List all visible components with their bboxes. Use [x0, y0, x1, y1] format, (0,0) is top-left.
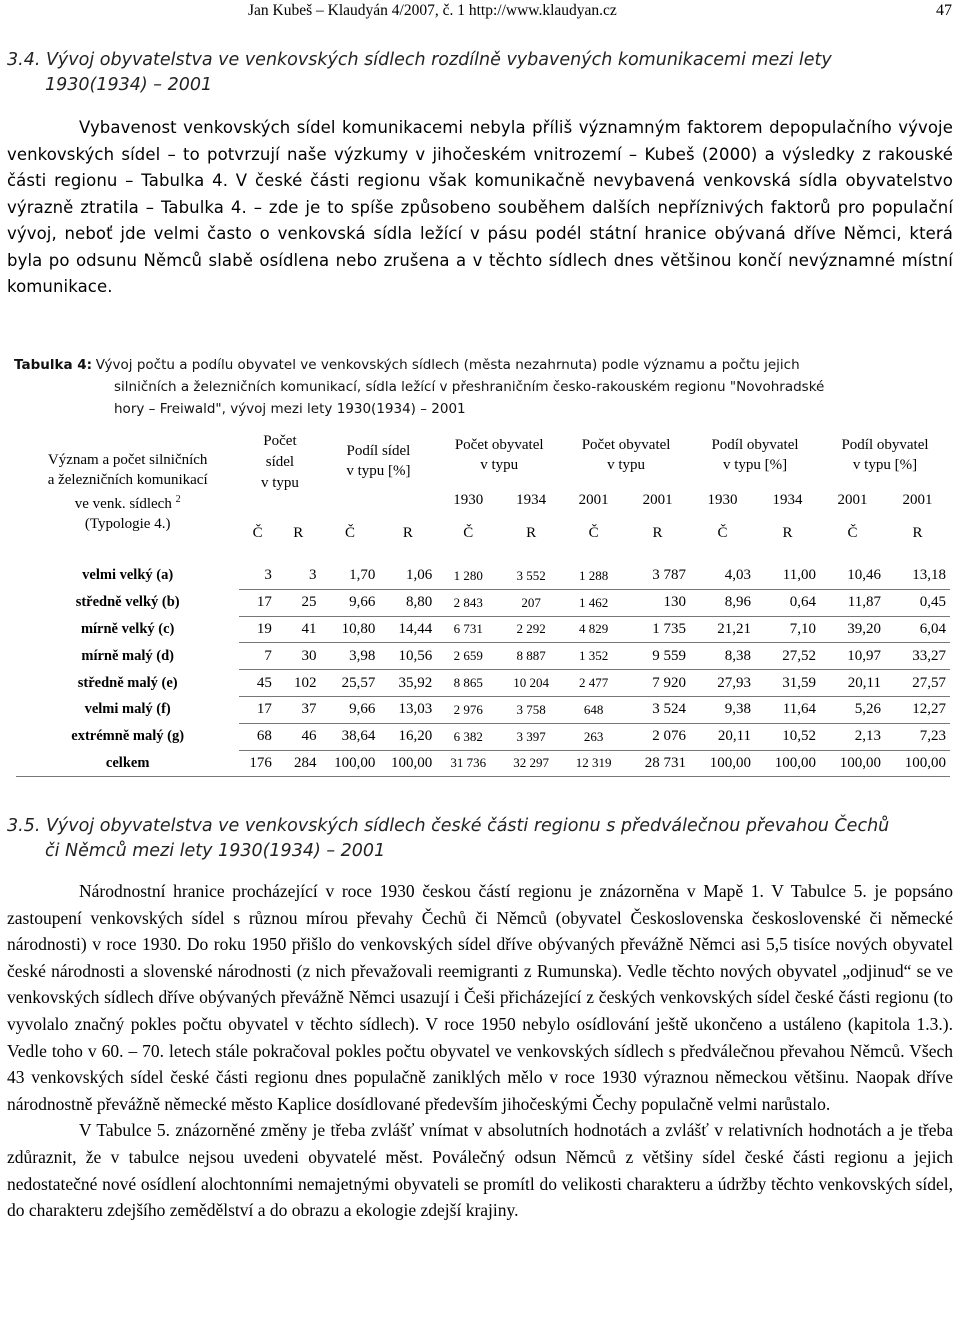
table-cell: 10,46	[820, 563, 885, 589]
table-cell: 3	[276, 563, 321, 589]
year-header: 1934	[516, 491, 547, 508]
table-cell: 1 288	[562, 563, 625, 589]
section-3-5-title	[7, 814, 952, 864]
year-header: 1930	[453, 491, 484, 508]
table-cell: 20,11	[820, 670, 885, 697]
header-pop-a-line1: Počet obyvatel	[454, 437, 544, 453]
header-spop-b-line2: v typu [%]	[852, 457, 918, 473]
table-cell: 68	[239, 723, 276, 750]
table-cell: 2 843	[436, 589, 500, 616]
header-spop-a-line2: v typu [%]	[722, 457, 788, 473]
table-cell: 35,92	[379, 670, 436, 697]
table-cell: 1 462	[562, 589, 625, 616]
table-cell: 6 382	[436, 723, 500, 750]
table-cell: 100,00	[885, 750, 950, 777]
header-spacer	[16, 551, 950, 563]
section-3-4-title-line2: 1930(1934) – 2001	[45, 75, 213, 95]
header-share-line1: Podíl sídel	[346, 443, 411, 459]
header-count-line2: sídel	[265, 454, 295, 470]
table-cell: 9 559	[625, 643, 690, 670]
year-header: 2001	[642, 491, 673, 508]
table-cell: 8,80	[379, 589, 436, 616]
table-cell: 100,00	[379, 750, 436, 777]
header-spop-a-line1: Podíl obyvatel	[711, 437, 799, 453]
table-cell: 0,64	[755, 589, 820, 616]
table-cell: 25,57	[321, 670, 380, 697]
table-cell: 2 477	[562, 670, 625, 697]
table-cell: 207	[500, 589, 562, 616]
table-row	[16, 643, 950, 670]
table-cell: 8,38	[690, 643, 755, 670]
country-header: R	[402, 524, 413, 541]
table-cell: 16,20	[379, 723, 436, 750]
table-cell: 12,27	[885, 696, 950, 723]
table-cell: 4 829	[562, 616, 625, 643]
table-cell: 10,97	[820, 643, 885, 670]
country-header: Č	[847, 524, 858, 541]
country-header: R	[526, 524, 537, 541]
table-cell: 176	[239, 750, 276, 777]
row-label: celkem	[16, 750, 239, 777]
table-cell: 7 920	[625, 670, 690, 697]
header-type-line4: (Typologie 4.)	[84, 516, 171, 532]
table-row	[16, 696, 950, 723]
table-cell: 3	[239, 563, 276, 589]
table-cell: 8 865	[436, 670, 500, 697]
country-header: R	[782, 524, 793, 541]
table-total-row	[16, 750, 950, 777]
header-count-line3: v typu	[260, 475, 299, 491]
table-cell: 2 292	[500, 616, 562, 643]
table-cell: 13,18	[885, 563, 950, 589]
table-cell: 3 524	[625, 696, 690, 723]
table-cell: 17	[239, 696, 276, 723]
year-header: 1934	[772, 491, 803, 508]
table-4-body	[16, 563, 950, 777]
table-cell: 25	[276, 589, 321, 616]
row-label: velmi velký (a)	[16, 563, 239, 589]
section-3-5-paragraph-1: Národnostní hranice procházející v roce 1930 českou částí regionu je znázorněna v Mapě 1. V Tabulce 5. je popsáno zastoupení venkovských sídel s různou mírou převahy Čechů či Němců (obyvatel Československa československé či německé národnosti) v roce 1930. Do roku 1950 přišlo do venkovských sídel dříve obývaných převážně Němci asi 5,5 tisíce nových obyvatel české národnosti a slovenské národnosti (z nich převažovali reemigranti z Rumunska). Vedle těchto nových obyvatel „odjinud“ se ve venkovských sídlech dříve obývaných převážně Němci usazují i Češi přicházející z českých venkovských sídel české části regionu (to vyvolalo značný pokles počtu obyvatel v těchto sídlech). V roce 1950 nebylo osídlování ještě ukončeno a ustáleno (kapitola 1.3.). Vedle toho v 60. – 70. letech stále pokračoval pokles počtu obyvatel ve venkovských sídlech s předválečnou převahou Němců. Všech 43 venkovských sídel české části regionu dnes populačně zaniklých mělo v roce 1930 výraznou německou většinu. Naopak dříve národnostně převážně německé město Kaplice dosídlované především jihočeskými Čechy populačně velmi narůstalo.	[7, 881, 953, 1114]
table-cell: 130	[625, 589, 690, 616]
header-type-footnote: 2	[175, 494, 181, 505]
table-cell: 11,64	[755, 696, 820, 723]
table-row	[16, 589, 950, 616]
table-cell: 30	[276, 643, 321, 670]
section-3-5-body	[7, 878, 953, 1224]
table-cell: 9,66	[321, 696, 380, 723]
table-cell: 12 319	[562, 750, 625, 777]
row-label: mírně malý (d)	[16, 643, 239, 670]
table-cell: 10,52	[755, 723, 820, 750]
country-header: Č	[463, 524, 474, 541]
table-cell: 31,59	[755, 670, 820, 697]
table-cell: 46	[276, 723, 321, 750]
table-cell: 102	[276, 670, 321, 697]
header-spop-b-line1: Podíl obyvatel	[841, 437, 929, 453]
header-type-line1: Význam a počet silničních	[47, 452, 208, 468]
column-header-pop-a	[436, 425, 562, 485]
table-row	[16, 616, 950, 643]
table-cell: 3 552	[500, 563, 562, 589]
table-cell: 13,03	[379, 696, 436, 723]
year-header: 2001	[902, 491, 933, 508]
table-cell: 100,00	[321, 750, 380, 777]
table-cell: 1 735	[625, 616, 690, 643]
table-cell: 263	[562, 723, 625, 750]
country-header: Č	[588, 524, 599, 541]
table-cell: 1 280	[436, 563, 500, 589]
table-cell: 3 397	[500, 723, 562, 750]
row-label: mírně velký (c)	[16, 616, 239, 643]
table-cell: 3 787	[625, 563, 690, 589]
column-header-pop-b	[562, 425, 690, 485]
country-header: R	[912, 524, 923, 541]
table-cell: 284	[276, 750, 321, 777]
section-3-4-body	[7, 115, 953, 301]
row-label: středně velký (b)	[16, 589, 239, 616]
table-cell: 648	[562, 696, 625, 723]
table-cell: 27,52	[755, 643, 820, 670]
header-pop-a-line2: v typu	[480, 457, 519, 473]
table-cell: 41	[276, 616, 321, 643]
table-cell: 38,64	[321, 723, 380, 750]
column-header-share-pop-b	[820, 425, 950, 485]
country-header: Č	[717, 524, 728, 541]
table-cell: 6,04	[885, 616, 950, 643]
section-3-5-title-line1: 3.5. Vývoj obyvatelstva ve venkovských sídlech české části regionu s předválečnou převahou Čechů	[7, 816, 890, 836]
section-3-4-title	[7, 48, 952, 98]
table-cell: 19	[239, 616, 276, 643]
header-count-line1: Počet	[263, 433, 297, 449]
table-cell: 10,56	[379, 643, 436, 670]
table-row	[16, 723, 950, 750]
year-header: 2001	[837, 491, 868, 508]
table-cell: 7,23	[885, 723, 950, 750]
column-header-share-pop-a	[690, 425, 820, 485]
table-cell: 21,21	[690, 616, 755, 643]
header-type-line3: ve venk. sídlech	[74, 496, 172, 512]
header-share-line2: v typu [%]	[346, 463, 411, 479]
section-3-5-title-line2: či Němců mezi lety 1930(1934) – 2001	[45, 841, 386, 861]
column-header-share	[321, 425, 437, 515]
section-3-4-title-line1: 3.4. Vývoj obyvatelstva ve venkovských sídlech rozdílně vybavených komunikacemi mezi lety	[7, 50, 832, 70]
country-header: R	[652, 524, 663, 541]
table-cell: 33,27	[885, 643, 950, 670]
table-4	[16, 425, 950, 777]
table-cell: 10 204	[500, 670, 562, 697]
table-cell: 100,00	[755, 750, 820, 777]
table-cell: 14,44	[379, 616, 436, 643]
table-cell: 100,00	[820, 750, 885, 777]
header-type-line2: a železničních komunikací	[47, 472, 208, 488]
table-cell: 17	[239, 589, 276, 616]
table-cell: 100,00	[690, 750, 755, 777]
table-cell: 32 297	[500, 750, 562, 777]
table-cell: 2,13	[820, 723, 885, 750]
table-cell: 2 976	[436, 696, 500, 723]
table-row	[16, 563, 950, 589]
table-cell: 7	[239, 643, 276, 670]
table-4-caption	[14, 354, 949, 420]
column-header-type	[16, 425, 239, 551]
table-cell: 6 731	[436, 616, 500, 643]
table-cell: 11,87	[820, 589, 885, 616]
table-cell: 8,96	[690, 589, 755, 616]
table-cell: 9,66	[321, 589, 380, 616]
year-header: 2001	[578, 491, 609, 508]
journal-citation: Jan Kubeš – Klaudyán 4/2007, č. 1 http://www.klaudyan.cz	[248, 2, 617, 19]
table-cell: 3 758	[500, 696, 562, 723]
table-cell: 8 887	[500, 643, 562, 670]
table-cell: 1 352	[562, 643, 625, 670]
row-label: středně malý (e)	[16, 670, 239, 697]
column-header-count	[239, 425, 320, 515]
table-cell: 2 076	[625, 723, 690, 750]
header-pop-b-line1: Počet obyvatel	[581, 437, 671, 453]
table-cell: 27,93	[690, 670, 755, 697]
table-cell: 7,10	[755, 616, 820, 643]
table-cell: 20,11	[690, 723, 755, 750]
year-header: 1930	[707, 491, 738, 508]
running-header	[0, 0, 960, 22]
table-4-caption-line1: Vývoj počtu a podílu obyvatel ve venkovských sídlech (města nezahrnuta) podle významu a počtu jejich	[95, 357, 800, 373]
table-cell: 0,45	[885, 589, 950, 616]
table-cell: 27,57	[885, 670, 950, 697]
table-cell: 45	[239, 670, 276, 697]
table-row	[16, 670, 950, 697]
table-cell: 9,38	[690, 696, 755, 723]
header-pop-b-line2: v typu	[607, 457, 646, 473]
table-4-caption-line2: silničních a železničních komunikací, sídla ležící v přeshraničním česko-rakouském regionu "Novohradské	[114, 379, 825, 395]
table-cell: 1,70	[321, 563, 380, 589]
country-header: Č	[344, 524, 355, 541]
country-header: Č	[252, 524, 263, 541]
table-cell: 2 659	[436, 643, 500, 670]
country-header: R	[293, 524, 304, 541]
page-number: 47	[936, 2, 952, 19]
table-cell: 28 731	[625, 750, 690, 777]
table-cell: 4,03	[690, 563, 755, 589]
table-cell: 1,06	[379, 563, 436, 589]
table-cell: 39,20	[820, 616, 885, 643]
table-cell: 37	[276, 696, 321, 723]
section-3-5-paragraph-2: V Tabulce 5. znázorněné změny je třeba zvlášť vnímat v absolutních hodnotách a zvlášť v relativních hodnotách a je třeba zdůraznit, že v tabulce nejsou uvedeni obyvatelé měst. Poválečný odsun Němců z většiny sídel české části regionu a jejich nedostatečné nové osídlení alochtonními nemajetnými obyvateli se promítl do velikosti charakteru a údržby těchto venkovských sídel, do charakteru zdejšího zemědělství a do obrazu a ekologie zdejší krajiny.	[7, 1120, 953, 1221]
table-4-caption-line3: hory – Freiwald", vývoj mezi lety 1930(1934) – 2001	[114, 401, 466, 417]
table-cell: 31 736	[436, 750, 500, 777]
row-label: extrémně malý (g)	[16, 723, 239, 750]
row-label: velmi malý (f)	[16, 696, 239, 723]
section-3-4-paragraph: Vybavenost venkovských sídel komunikacemi nebyla příliš významným faktorem depopulačního vývoje venkovských sídel – to potvrzují naše výzkumy v jihočeském vnitrozemí – Kubeš (2000) a výsledky z rakouské části regionu – Tabulka 4. V české části regionu však komunikačně nevybavená venkovská sídla obyvatelstvo výrazně ztratila – Tabulka 4. – zde je to spíše způsobeno souběhem dalších nepříznivých faktorů pro populační vývoj, neboť jde velmi často o venkovská sídla ležící v pásu podél státní hranice obývaná dříve Němci, která byla po odsunu Němců slabě osídlena nebo zrušena a v těchto sídlech dnes většinou končí nevýznamné místní komunikace.	[7, 118, 953, 296]
table-cell: 5,26	[820, 696, 885, 723]
table-4-caption-label: Tabulka 4:	[14, 357, 93, 373]
table-cell: 11,00	[755, 563, 820, 589]
table-cell: 10,80	[321, 616, 380, 643]
table-cell: 3,98	[321, 643, 380, 670]
